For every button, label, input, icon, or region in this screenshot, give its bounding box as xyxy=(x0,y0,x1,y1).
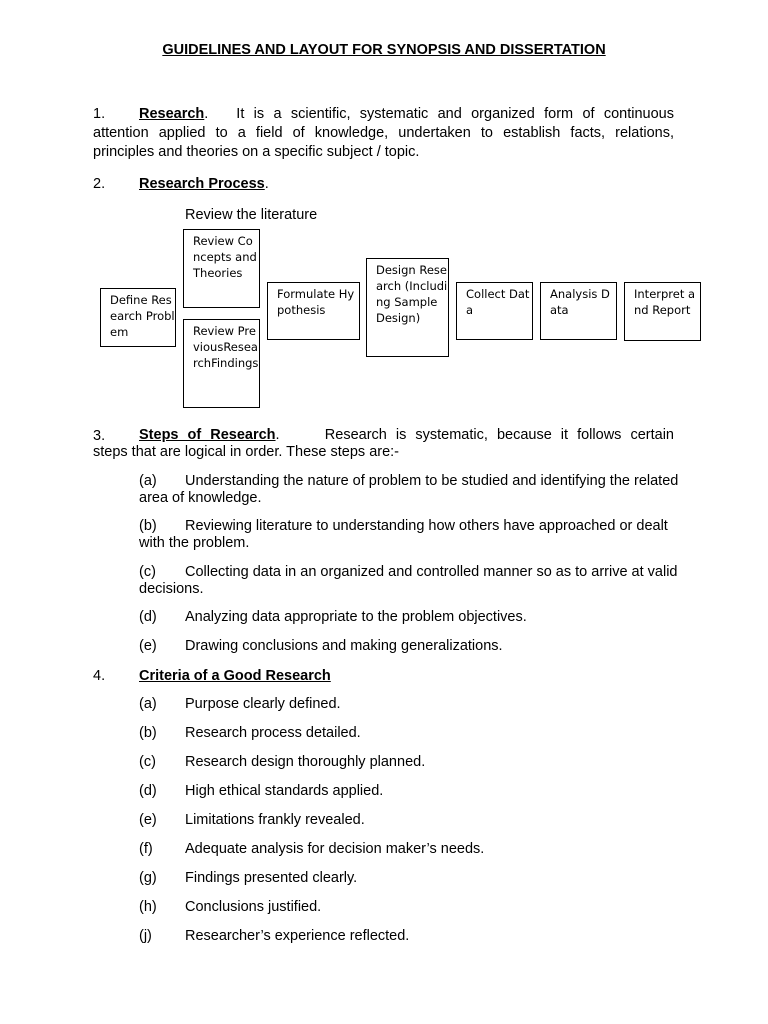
section-2-heading-row xyxy=(93,175,269,194)
section-1-line-2: attention applied to a field of knowledge, undertaken to establish facts, relations, xyxy=(93,125,674,141)
section-2-number: 2. xyxy=(93,176,106,192)
document-title: GUIDELINES AND LAYOUT FOR SYNOPSIS AND DISSERTATION xyxy=(162,42,606,58)
section-1 xyxy=(93,105,674,162)
list-item-label: (d) xyxy=(139,783,157,799)
list-item xyxy=(139,564,679,598)
box-formulate-hypothesis: Formulate Hypothesis xyxy=(267,282,360,340)
list-item xyxy=(139,609,679,626)
list-item xyxy=(139,696,679,713)
list-item-label: (j) xyxy=(139,928,152,944)
section-3-heading: Steps of Research xyxy=(139,427,276,443)
list-item-label: (e) xyxy=(139,638,157,654)
box-review-previous-findings: Review PreviousResearchFindings xyxy=(183,319,260,408)
list-item xyxy=(139,783,679,800)
list-item-text: Understanding the nature of problem to be studied and identifying the related area of knowledge. xyxy=(139,473,679,506)
list-item-text: Findings presented clearly. xyxy=(185,870,358,886)
list-item-label: (h) xyxy=(139,899,157,915)
section-3-heading-suffix: . xyxy=(275,427,280,443)
box-collect-data: Collect Data xyxy=(456,282,533,340)
list-item-text: Collecting data in an organized and controlled manner so as to arrive at valid decisions. xyxy=(139,564,678,597)
list-item-label: (g) xyxy=(139,870,157,886)
list-item-text: Conclusions justified. xyxy=(185,899,322,915)
list-item xyxy=(139,473,679,507)
list-item-text: Drawing conclusions and making generalizations. xyxy=(185,638,503,654)
section-4-number: 4. xyxy=(93,668,106,684)
list-item-label: (a) xyxy=(139,696,157,712)
list-item-label: (e) xyxy=(139,812,157,828)
list-item-text: Research design thoroughly planned. xyxy=(185,754,426,770)
list-item-label: (f) xyxy=(139,841,153,857)
list-item-label: (b) xyxy=(139,518,157,534)
list-item xyxy=(139,638,679,655)
section-3 xyxy=(93,427,674,461)
list-item-text: Limitations frankly revealed. xyxy=(185,812,365,828)
box-design-research: Design Research (Including Sample Design) xyxy=(366,258,449,357)
section-3-line-1: Research is systematic, because it follows certain xyxy=(324,427,674,443)
list-item-text: Reviewing literature to understanding how others have approached or dealt with the problem. xyxy=(139,518,668,551)
section-1-number: 1. xyxy=(93,106,106,122)
list-item-label: (c) xyxy=(139,564,156,580)
box-define-research-problem: Define Research Problem xyxy=(100,288,176,347)
list-item-text: Analyzing data appropriate to the problem objectives. xyxy=(185,609,527,625)
list-item xyxy=(139,870,679,887)
section-2-heading-suffix: . xyxy=(264,176,269,192)
list-item-label: (d) xyxy=(139,609,157,625)
list-item-text: Researcher’s experience reflected. xyxy=(185,928,410,944)
box-review-concepts: Review Concepts and Theories xyxy=(183,229,260,308)
section-1-heading: Research xyxy=(139,106,205,122)
list-item-text: High ethical standards applied. xyxy=(185,783,384,799)
section-3-line-2: steps that are logical in order. These steps are:- xyxy=(93,444,400,460)
list-item-label: (c) xyxy=(139,754,156,770)
diagram-caption: Review the literature xyxy=(185,207,318,223)
list-item-label: (a) xyxy=(139,473,157,489)
list-item xyxy=(139,928,679,945)
list-item-label: (b) xyxy=(139,725,157,741)
section-1-line-1: It is a scientific, systematic and organized form of continuous xyxy=(236,106,674,122)
section-3-number: 3. xyxy=(93,428,106,444)
section-1-heading-suffix: . xyxy=(204,106,209,122)
list-item-text: Research process detailed. xyxy=(185,725,361,741)
box-interpret-report: Interpret and Report xyxy=(624,282,701,341)
list-item xyxy=(139,725,679,742)
box-analysis-data: Analysis Data xyxy=(540,282,617,340)
list-item xyxy=(139,754,679,771)
list-item-text: Adequate analysis for decision maker’s needs. xyxy=(185,841,485,857)
list-item xyxy=(139,518,679,552)
list-item xyxy=(139,812,679,829)
list-item xyxy=(139,899,679,916)
list-item xyxy=(139,841,679,858)
list-item-text: Purpose clearly defined. xyxy=(185,696,341,712)
section-2-heading: Research Process xyxy=(139,176,265,192)
section-4-heading-row xyxy=(93,667,331,686)
section-4-heading: Criteria of a Good Research xyxy=(139,668,331,684)
section-1-line-3: principles and theories on a specific subject / topic. xyxy=(93,144,420,160)
